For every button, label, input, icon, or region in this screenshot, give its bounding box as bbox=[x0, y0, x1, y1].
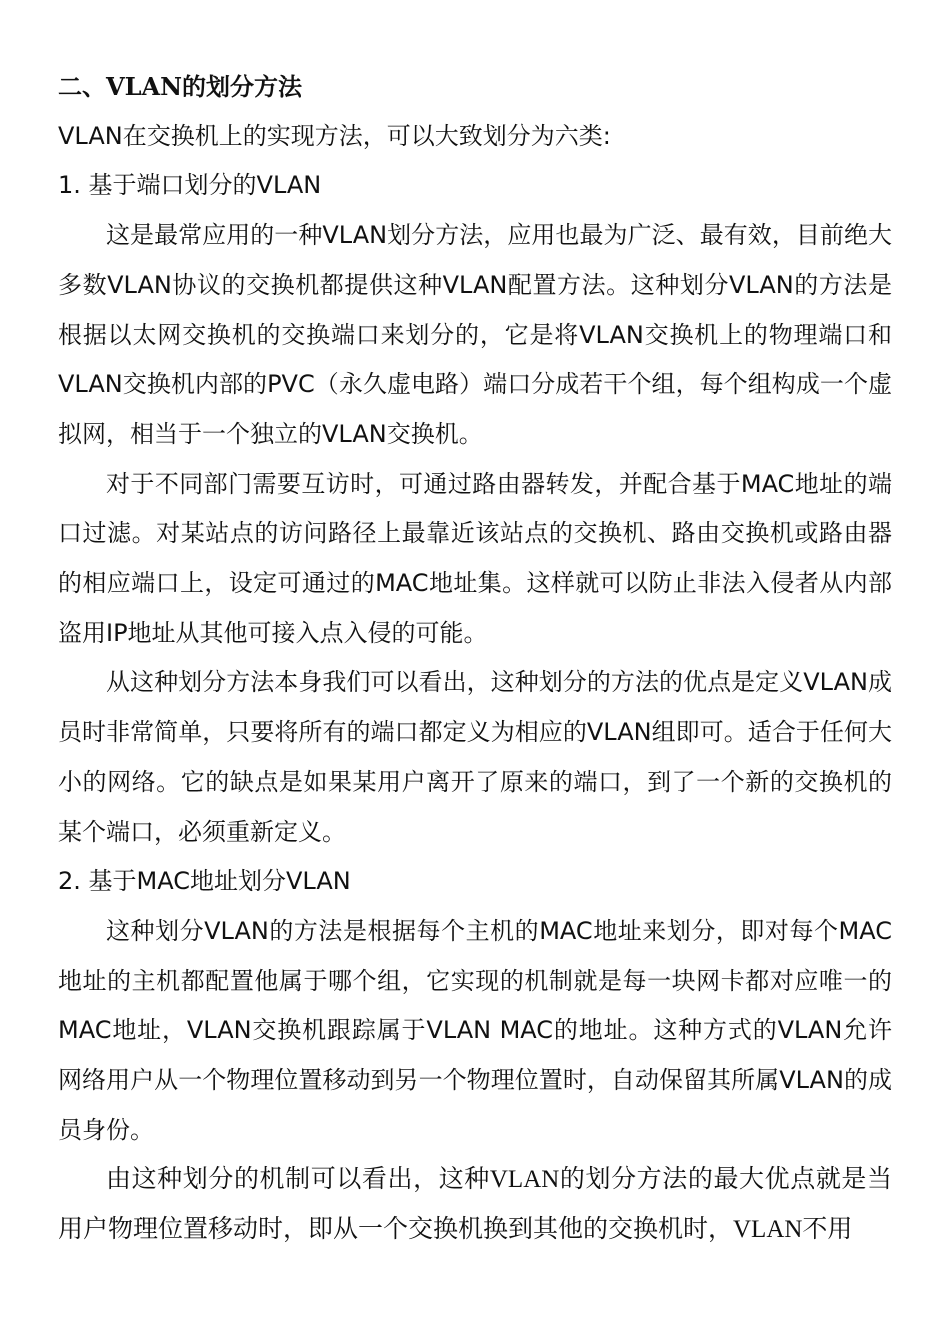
section-title: 二、VLAN的划分方法 bbox=[58, 72, 303, 101]
subsection-1-heading: 1. 基于端口划分的VLAN bbox=[58, 171, 322, 200]
subsection-2-heading: 2. 基于MAC地址划分VLAN bbox=[58, 867, 351, 896]
document-page bbox=[58, 62, 892, 1255]
subsection-2-paragraph-2: 由这种划分的机制可以看出，这种VLAN的划分方法的最大优点就是当用户物理位置移动时，即从一个交换机换到其他的交换机时，VLAN不用 bbox=[58, 1166, 892, 1244]
subsection-1-paragraph-1: 这是最常应用的一种VLAN划分方法，应用也最为广泛、最有效，目前绝大多数VLAN协议的交换机都提供这种VLAN配置方法。这种划分VLAN的方法是根据以太网交换机的交换端口来划分的，它是将VLAN交换机上的物理端口和VLAN交换机内部的PVC（永久虚电路）端口分成若干个组，每个组构成一个虚拟网，相当于一个独立的VLAN交换机。 bbox=[58, 221, 892, 448]
subsection-1-paragraph-2: 对于不同部门需要互访时，可通过路由器转发，并配合基于MAC地址的端口过滤。对某站点的访问路径上最靠近该站点的交换机、路由交换机或路由器的相应端口上，设定可通过的MAC地址集。这样就可以防止非法入侵者从内部盗用IP地址从其他可接入点入侵的可能。 bbox=[58, 469, 892, 647]
subsection-1-paragraph-3: 从这种划分方法本身我们可以看出，这种划分的方法的优点是定义VLAN成员时非常简单，只要将所有的端口都定义为相应的VLAN组即可。适合于任何大小的网络。它的缺点是如果某用户离开了原来的端口，到了一个新的交换机的某个端口，必须重新定义。 bbox=[58, 668, 892, 846]
intro-line: VLAN在交换机上的实现方法，可以大致划分为六类: bbox=[58, 121, 611, 150]
subsection-2-paragraph-1: 这种划分VLAN的方法是根据每个主机的MAC地址来划分，即对每个MAC地址的主机都配置他属于哪个组，它实现的机制就是每一块网卡都对应唯一的MAC地址，VLAN交换机跟踪属于VLAN MAC的地址。这种方式的VLAN允许网络用户从一个物理位置移动到另一个物理位置时，自动保留其所属VLAN的成员身份。 bbox=[58, 916, 892, 1144]
